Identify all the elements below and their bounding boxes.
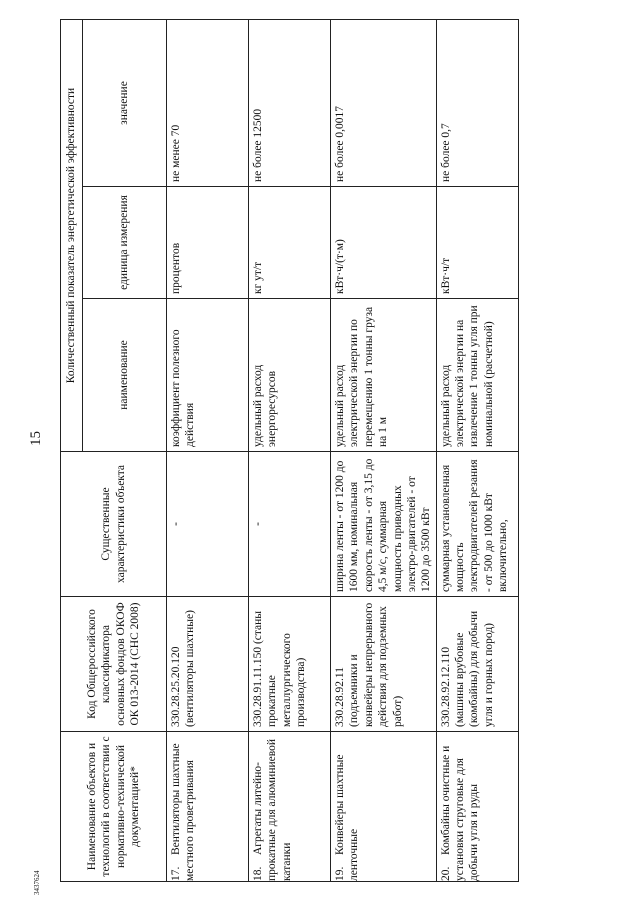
row-indicator-unit: кг ут/т xyxy=(249,187,331,299)
header-indicator-group: Количественный показатель энергетической эффективности xyxy=(61,19,83,451)
row-indicator-name: удельный расход электрической энергии на извлечение 1 тонны угля при номинальной (расчетной) xyxy=(436,299,518,452)
table-row xyxy=(331,19,437,881)
document-id: 3437624 xyxy=(33,870,41,895)
header-indicator-name: наименование xyxy=(83,299,167,452)
row-object-name: Агрегаты литейно-прокатные для алюминиевой катанки xyxy=(252,739,293,881)
row-okof-code: 330.28.91.11.150 (станы прокатные металлургического производства) xyxy=(249,597,331,732)
row-indicator-value: не более 12500 xyxy=(249,19,331,186)
row-object-name: Комбайны очистные и установки струговые для добычи угля и руды xyxy=(439,745,481,881)
row-object-cell xyxy=(167,732,249,882)
header-characteristics: Существенные характеристики объекта xyxy=(61,452,167,597)
row-indicator-name: удельный расход электрической энергии по перемещению 1 тонны груза на 1 м xyxy=(331,299,437,452)
row-number: 20. xyxy=(439,866,452,881)
row-indicator-unit: кВт·ч/(т·м) xyxy=(331,187,437,299)
row-indicator-value: не более 0,7 xyxy=(436,19,518,186)
row-object-name: Вентиляторы шахтные местного проветривания xyxy=(170,743,197,881)
row-indicator-value: не менее 70 xyxy=(167,19,249,186)
energy-efficiency-table xyxy=(60,19,519,882)
page-number: 15 xyxy=(28,431,44,446)
header-name: Наименование объектов и технологий в соответствии с нормативно-технической документацией* xyxy=(61,732,167,882)
row-object-name: Конвейеры шахтные ленточные xyxy=(334,754,361,881)
row-okof-code: 330.28.25.20.120 (вентиляторы шахтные) xyxy=(167,597,249,732)
rotated-table-page xyxy=(60,20,600,882)
row-characteristics: суммарная установленная мощность электродвигателей резания - от 500 до 1000 кВт включительно, xyxy=(436,452,518,597)
header-indicator-value: значение xyxy=(83,19,167,186)
table-row xyxy=(167,19,249,881)
row-object-cell xyxy=(436,732,518,882)
table-row xyxy=(249,19,331,881)
table-body xyxy=(167,19,519,881)
row-characteristics: ширина ленты - от 1200 до 1600 мм, номинальная скорость ленты - от 3,15 до 4,5 м/с, суммарная мощность приводных электро-двигателей - от 1200 до 3500 кВт xyxy=(331,452,437,597)
header-code: Код Общероссийского классификатора основных фондов ОКОФ ОК 013-2014 (СНС 2008) xyxy=(61,597,167,732)
header-indicator-unit: единица измерения xyxy=(83,187,167,299)
row-number: 19. xyxy=(334,866,346,881)
table-row xyxy=(436,19,518,881)
row-characteristics: - xyxy=(249,452,331,597)
row-indicator-unit: процентов xyxy=(167,187,249,299)
row-indicator-unit: кВт·ч/т xyxy=(436,187,518,299)
row-indicator-name: удельный расход энергоресурсов xyxy=(249,299,331,452)
row-characteristics: - xyxy=(167,452,249,597)
row-indicator-name: коэффициент полезного действия xyxy=(167,299,249,452)
row-object-cell xyxy=(331,732,437,882)
row-indicator-value: не более 0,0017 xyxy=(331,19,437,186)
row-okof-code: 330.28.92.11 (подъемники и конвейеры непрерывного действия для подземных работ) xyxy=(331,597,437,732)
row-object-cell xyxy=(249,732,331,882)
row-number: 18. xyxy=(252,866,264,881)
row-number: 17. xyxy=(170,866,182,881)
row-okof-code: 330.28.92.12.110 (машины врубовые (комбайны) для добычи угля и горных пород) xyxy=(436,597,518,732)
